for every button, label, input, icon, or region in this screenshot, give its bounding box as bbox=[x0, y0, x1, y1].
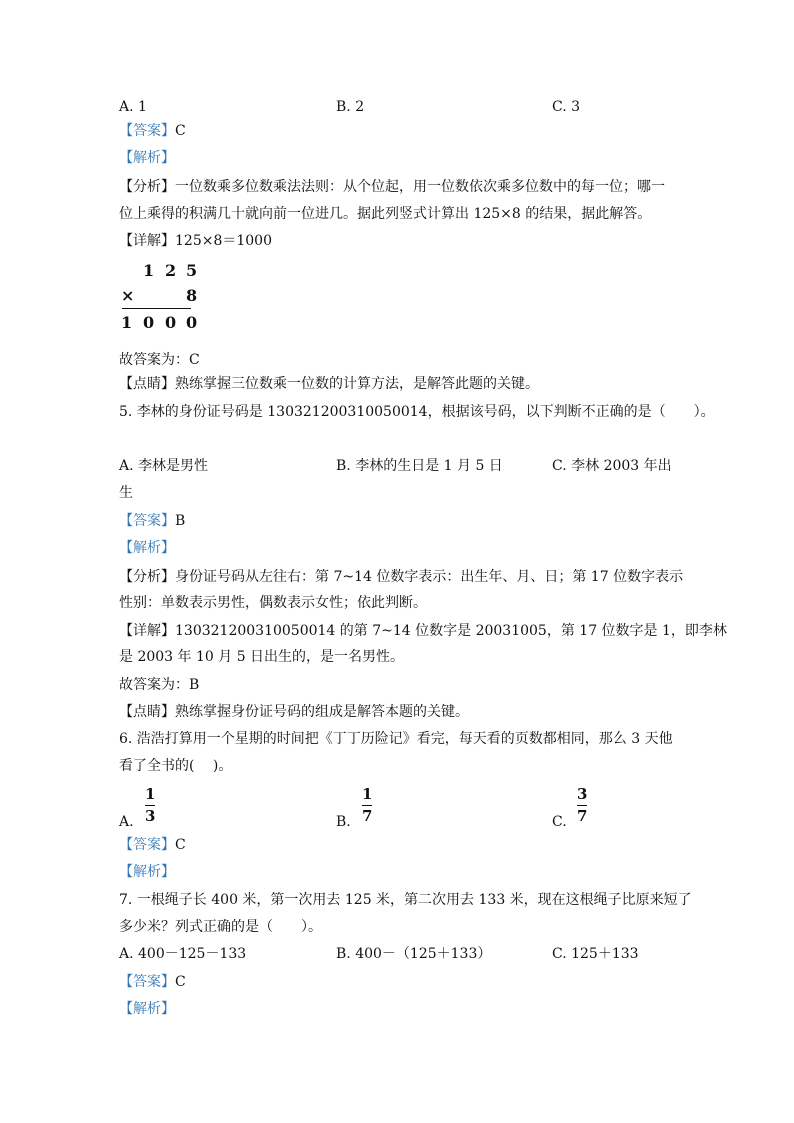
fenxi-label: 【分析】 bbox=[119, 569, 175, 585]
denominator: 7 bbox=[577, 807, 588, 825]
answer-line bbox=[119, 973, 186, 991]
answer-line bbox=[119, 836, 186, 854]
detail-text: 130321200310050014 的第 7~14 位数字是 20031005，第 17 位数字是 1，即李林 bbox=[175, 623, 727, 639]
numerator: 3 bbox=[577, 785, 588, 803]
answer-label: 【答案】 bbox=[119, 513, 175, 529]
option-a: A. 400－125－133 bbox=[119, 946, 247, 962]
digit: 1 bbox=[121, 313, 133, 332]
analysis-label: 【解析】 bbox=[119, 540, 175, 556]
fenxi-line bbox=[119, 178, 665, 196]
answer-value: C bbox=[175, 974, 186, 990]
question-5: 5. 李林的身份证号码是 130321200310050014，根据该号码，以下判断不正确的是（ ）。 bbox=[119, 404, 715, 420]
digit: 0 bbox=[186, 313, 198, 332]
fenxi-text: 性别：单数表示男性，偶数表示女性；依此判断。 bbox=[119, 595, 427, 611]
digit: 5 bbox=[186, 261, 198, 280]
analysis-label: 【解析】 bbox=[119, 150, 175, 166]
option-label: B. bbox=[336, 814, 351, 830]
denominator: 7 bbox=[362, 807, 373, 825]
digit: 0 bbox=[143, 313, 155, 332]
analysis-label: 【解析】 bbox=[119, 864, 175, 880]
question-6-cont: 看了全书的( )。 bbox=[119, 758, 233, 774]
digit: 0 bbox=[165, 313, 177, 332]
fraction bbox=[577, 786, 587, 825]
option-label: C. bbox=[552, 814, 567, 830]
numerator: 1 bbox=[145, 785, 156, 803]
detail-line bbox=[119, 232, 272, 250]
conclusion: 故答案为：B bbox=[119, 677, 200, 693]
detail-text: 是 2003 年 10 月 5 日出生的，是一名男性。 bbox=[119, 649, 405, 665]
tip-text: 熟练掌握三位数乘一位数的计算方法，是解答此题的关键。 bbox=[175, 376, 539, 392]
analysis-label: 【解析】 bbox=[119, 1001, 175, 1017]
detail-text: 125×8＝1000 bbox=[175, 233, 272, 249]
answer-label: 【答案】 bbox=[119, 974, 175, 990]
fenxi-label: 【分析】 bbox=[119, 179, 175, 195]
option-label: A. bbox=[119, 814, 134, 830]
question-7: 7. 一根绳子长 400 米，第一次用去 125 米，第二次用去 133 米，现在这根绳子比原来短了 bbox=[119, 892, 692, 908]
fenxi-text: 身份证号码从左往右：第 7~14 位数字表示：出生年、月、日；第 17 位数字表示 bbox=[175, 569, 684, 585]
fraction bbox=[362, 786, 372, 825]
option-b: B. 400－（125＋133） bbox=[336, 946, 492, 962]
answer-value: C bbox=[175, 123, 186, 139]
tip-label: 【点睛】 bbox=[119, 376, 175, 392]
denominator: 3 bbox=[145, 807, 156, 825]
fraction bbox=[145, 786, 155, 825]
digit: 1 bbox=[143, 261, 155, 280]
detail-label: 【详解】 bbox=[119, 623, 175, 639]
digit: 8 bbox=[186, 286, 198, 305]
numerator: 1 bbox=[362, 785, 373, 803]
tip-line bbox=[119, 375, 539, 393]
question-7-cont: 多少米？列式正确的是（ ）。 bbox=[119, 919, 322, 935]
answer-label: 【答案】 bbox=[119, 837, 175, 853]
fenxi-line bbox=[119, 568, 683, 586]
divider-line bbox=[122, 308, 191, 309]
option-a: A. 1 bbox=[119, 99, 147, 115]
fenxi-text: 位上乘得的积满几十就向前一位进几。据此列竖式计算出 125×8 的结果，据此解答。 bbox=[119, 206, 652, 222]
answer-value: B bbox=[175, 513, 186, 529]
answer-value: C bbox=[175, 837, 186, 853]
option-c: C. 李林 2003 年出 bbox=[552, 458, 672, 474]
detail-label: 【详解】 bbox=[119, 233, 175, 249]
question-6: 6. 浩浩打算用一个星期的时间把《丁丁历险记》看完，每天看的页数都相同，那么 3 天他 bbox=[119, 731, 673, 747]
option-b: B. 李林的生日是 1 月 5 日 bbox=[336, 458, 503, 474]
tip-text: 熟练掌握身份证号码的组成是解答本题的关键。 bbox=[175, 704, 469, 720]
detail-line bbox=[119, 622, 727, 640]
answer-line bbox=[119, 122, 186, 140]
option-c: C. 3 bbox=[552, 99, 581, 115]
answer-label: 【答案】 bbox=[119, 123, 175, 139]
option-c: C. 125＋133 bbox=[552, 946, 639, 962]
option-a: A. 李林是男性 bbox=[119, 458, 209, 474]
tip-label: 【点睛】 bbox=[119, 704, 175, 720]
multiply-sign: × bbox=[121, 286, 135, 305]
answer-line bbox=[119, 512, 185, 530]
option-c-wrap: 生 bbox=[119, 485, 133, 501]
option-b: B. 2 bbox=[336, 99, 365, 115]
digit: 2 bbox=[165, 261, 177, 280]
tip-line bbox=[119, 703, 469, 721]
fenxi-text: 一位数乘多位数乘法法则：从个位起，用一位数依次乘多位数中的每一位；哪一 bbox=[175, 179, 665, 195]
conclusion: 故答案为：C bbox=[119, 352, 200, 368]
